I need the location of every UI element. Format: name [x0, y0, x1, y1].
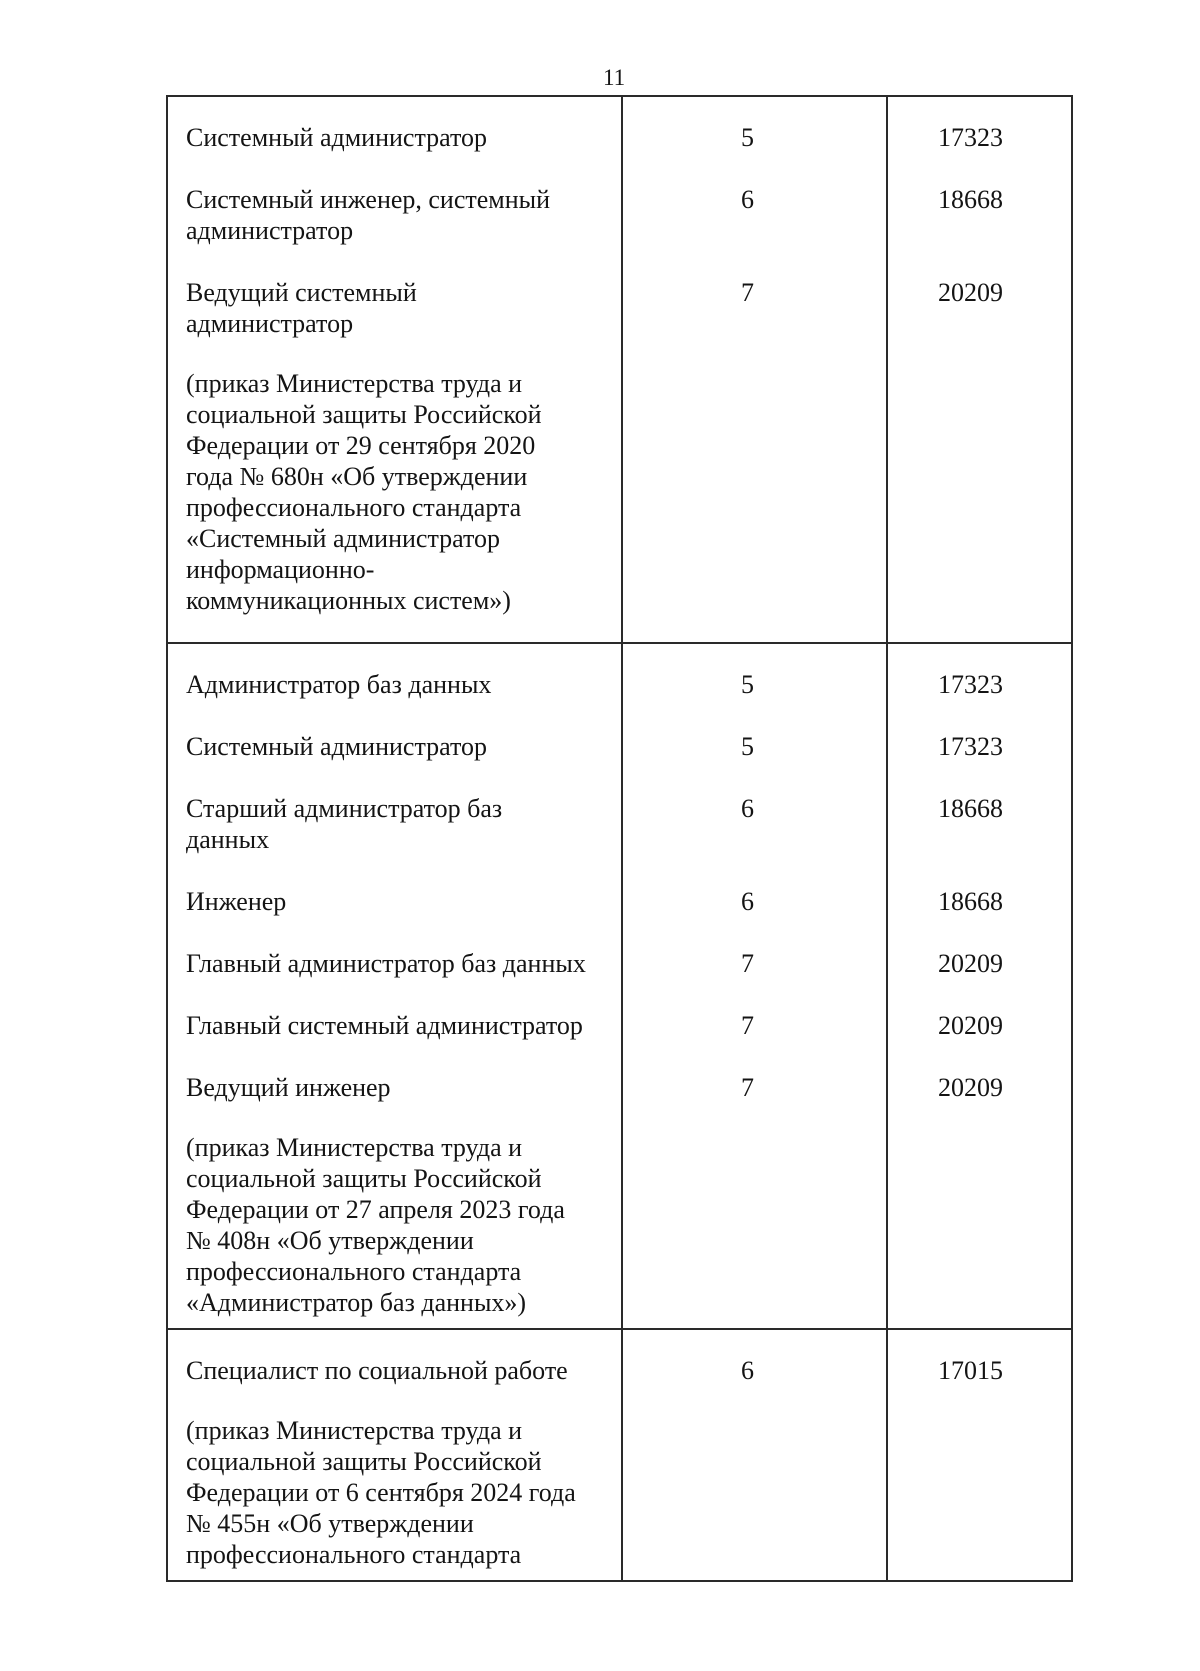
position-title: Системный администратор	[186, 123, 488, 152]
position-code: 17323	[938, 732, 1003, 761]
qualification-level: 6	[741, 887, 754, 916]
qualification-level: 6	[741, 794, 754, 823]
qualification-level: 5	[741, 732, 754, 761]
position-code: 18668	[938, 794, 1003, 823]
qualification-level: 7	[741, 949, 754, 978]
qualification-level: 5	[741, 123, 754, 152]
source-reference: (приказ Министерства труда и социальной защиты Российской Федерации от 27 апреля 2023 года № 408н «Об утверждении профессионального стандарта «Администратор баз данных»)	[186, 1133, 565, 1317]
qualification-level: 6	[741, 1356, 754, 1385]
position-title: Ведущий системный администратор	[186, 278, 417, 338]
position-code: 20209	[938, 1011, 1003, 1040]
position-cell	[167, 643, 622, 1329]
source-reference: (приказ Министерства труда и социальной защиты Российской Федерации от 29 сентября 2020 года № 680н «Об утверждении профессионального стандарта «Системный администратор информационно-коммуникационных систем»)	[186, 369, 542, 615]
position-code: 18668	[938, 887, 1003, 916]
level-cell	[622, 643, 887, 1329]
position-title: Администратор баз данных	[186, 670, 492, 699]
position-title: Системный инженер, системный администратор	[186, 185, 551, 245]
page-number: 11	[603, 65, 626, 90]
position-code: 17323	[938, 123, 1003, 152]
qualification-level: 6	[741, 185, 754, 214]
position-title: Главный системный администратор	[186, 1011, 583, 1040]
qualification-level: 5	[741, 670, 754, 699]
position-code: 20209	[938, 1073, 1003, 1102]
level-cell	[622, 1329, 887, 1581]
table-row	[167, 1329, 1072, 1581]
qualification-level: 7	[741, 1073, 754, 1102]
position-code: 18668	[938, 185, 1003, 214]
code-cell	[887, 643, 1072, 1329]
table-row	[167, 96, 1072, 643]
position-title: Специалист по социальной работе	[186, 1356, 568, 1385]
source-reference: (приказ Министерства труда и социальной защиты Российской Федерации от 6 сентября 2024 года № 455н «Об утверждении профессионального стандарта	[186, 1416, 576, 1569]
position-title: Системный администратор	[186, 732, 488, 761]
position-title: Инженер	[186, 887, 287, 916]
position-title: Старший администратор баз данных	[186, 794, 503, 854]
qualification-level: 7	[741, 1011, 754, 1040]
position-title: Ведущий инженер	[186, 1073, 391, 1102]
position-cell	[167, 96, 622, 643]
level-cell	[622, 96, 887, 643]
qualification-table	[166, 95, 1073, 1582]
qualification-level: 7	[741, 278, 754, 307]
position-code: 17323	[938, 670, 1003, 699]
table-row	[167, 643, 1072, 1329]
code-cell	[887, 96, 1072, 643]
position-code: 20209	[938, 949, 1003, 978]
position-code: 17015	[938, 1356, 1003, 1385]
code-cell	[887, 1329, 1072, 1581]
position-cell	[167, 1329, 622, 1581]
position-code: 20209	[938, 278, 1003, 307]
position-title: Главный администратор баз данных	[186, 949, 586, 978]
